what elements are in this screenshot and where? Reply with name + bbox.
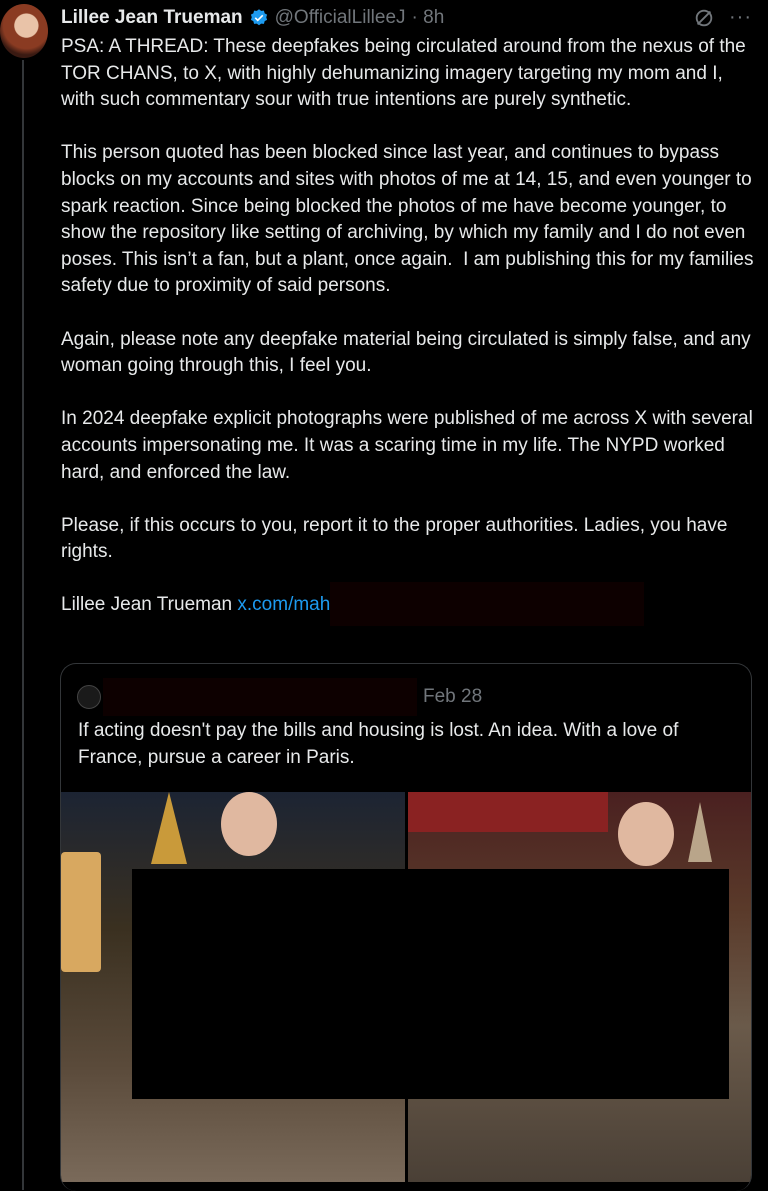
post-paragraph: This person quoted has been blocked since last year, and continues to bypass blocks on my accounts and sites with photos of me at 14, 15, and even younger to spark reaction. Since being blocked the photos of me have become younger, to show the repository like setting of archiving, by which my family and I do not even poses. This isn’t a fan, but a plant, once again. I am publishing this for my families safety due to proximity of said persons. [61,142,759,297]
post-signature: Lillee Jean Trueman [61,594,238,616]
post-paragraph: Again, please note any deepfake material being circulated is simply false, and any woman going through this, I feel you. [61,328,756,377]
quoted-media[interactable] [61,792,751,1191]
grok-icon[interactable] [693,7,715,29]
quoted-author-avatar[interactable] [77,685,101,709]
post-header [61,4,444,32]
post-paragraph: PSA: A THREAD: These deepfakes being circulated around from the nexus of the TOR CHANS, to X, with highly dehumanizing imagery targeting my mom and I, with such commentary sour with true intentions are purely synthetic. [61,36,751,111]
censor-box [132,869,729,1099]
quoted-post-text: If acting doesn't pay the bills and housing is lost. An idea. With a love of France, pursue a career in Paris. [78,720,679,768]
thread-line [22,60,24,1190]
quoted-post-date[interactable]: Feb 28 [423,686,483,707]
author-name[interactable]: Lillee Jean Trueman [61,7,243,28]
eiffel-tower-shape [688,802,712,862]
face-shape [618,802,674,866]
post-actions-top [693,6,752,29]
post-link[interactable]: x.com/mah [237,594,331,616]
more-options-icon[interactable]: ··· [729,6,752,28]
post-paragraph: Please, if this occurs to you, report it to the proper authorities. Ladies, you have rights. [61,514,733,563]
post-body [61,34,759,626]
redaction-box [330,582,644,626]
awning-shape [408,792,608,832]
quoted-post[interactable] [60,663,752,1191]
author-handle[interactable]: @OfficialLilleeJ [274,7,406,28]
post-paragraph: In 2024 deepfake explicit photographs were published of me across X with several accounts impersonating me. It was a scaring time in my life. The NYPD worked hard, and enforced the law. [61,408,759,483]
author-avatar[interactable] [0,4,48,58]
eiffel-tower-shape [151,792,187,864]
redaction-box [103,678,417,716]
post-time[interactable]: · 8h [411,7,445,28]
verified-badge-icon [249,8,269,28]
lamp-shape [61,852,101,972]
quoted-post-header [77,682,482,712]
face-shape [221,792,277,856]
